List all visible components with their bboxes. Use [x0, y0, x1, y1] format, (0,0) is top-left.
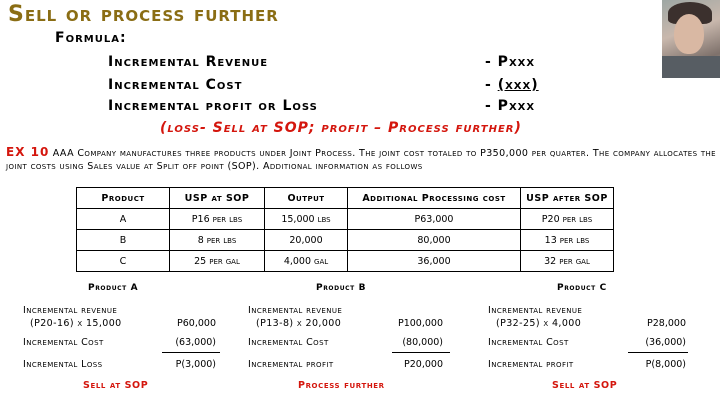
table-cell: P20 per lbs	[521, 209, 614, 230]
product-b-calc: (P13-8) x 20,000	[256, 318, 342, 329]
product-c-result-label: Incremental profit	[488, 359, 574, 370]
table-row	[77, 251, 614, 272]
th-product: Product	[77, 188, 170, 209]
product-b-cost: (80,000)	[402, 337, 443, 348]
product-a-revenue: P60,000	[177, 318, 216, 329]
product-b-cost-label: Incremental Cost	[248, 337, 329, 348]
table-cell: C	[77, 251, 170, 272]
formula-label: Formula:	[55, 30, 127, 46]
table-cell: P16 per lbs	[170, 209, 265, 230]
table-cell: 25 per gal	[170, 251, 265, 272]
table-row	[77, 230, 614, 251]
product-c-cost-label: Incremental Cost	[488, 337, 569, 348]
th-usp-sop: USP at SOP	[170, 188, 265, 209]
formula-profit-label: Incremental profit or Loss	[108, 98, 318, 114]
product-b-revenue: P100,000	[397, 318, 443, 329]
formula-cost-label: Incremental Cost	[108, 77, 243, 93]
product-c-decision: Sell at SOP	[552, 380, 618, 391]
decision-rule-note: (loss- Sell at SOP; profit – Process further)	[160, 120, 522, 136]
product-c-heading: Product C	[557, 283, 607, 293]
product-a-result-label: Incremental Loss	[23, 359, 103, 370]
product-b-heading: Product B	[316, 283, 367, 293]
product-b-result: P20,000	[404, 359, 443, 370]
product-a-cost: (63,000)	[175, 337, 216, 348]
example-text: AAA Company manufactures three products under Joint Process. The joint cost totaled to P350,000 per quarter. The company allocates the joint costs using Sales value at Split off point (SOP). Additional information as follows	[6, 148, 716, 172]
table-cell: 32 per gal	[521, 251, 614, 272]
table-cell: B	[77, 230, 170, 251]
table-cell: 13 per lbs	[521, 230, 614, 251]
product-a-result: P(3,000)	[175, 359, 216, 370]
presenter-webcam-image	[662, 0, 720, 78]
table-row	[77, 209, 614, 230]
table-cell: 4,000 gal	[265, 251, 348, 272]
product-c-total-rule	[628, 352, 688, 353]
product-a-revenue-label: Incremental revenue	[23, 305, 118, 316]
presenter-shirt	[662, 56, 720, 78]
table-cell: 15,000 lbs	[265, 209, 348, 230]
product-b-decision: Process further	[298, 380, 385, 391]
product-c-calc: (P32-25) x 4,000	[496, 318, 582, 329]
product-a-heading: Product A	[88, 283, 139, 293]
table-cell: 36,000	[348, 251, 521, 272]
example-tag: EX 10	[6, 145, 50, 159]
product-a-decision: Sell at SOP	[83, 380, 149, 391]
product-c-revenue-label: Incremental revenue	[488, 305, 583, 316]
formula-cost-value	[485, 77, 539, 93]
example-paragraph	[6, 146, 716, 173]
formula-cost-prefix: -	[485, 77, 498, 93]
table-header-row	[77, 188, 614, 209]
th-usp-after: USP after SOP	[521, 188, 614, 209]
table-cell: 20,000	[265, 230, 348, 251]
product-b-revenue-label: Incremental revenue	[248, 305, 343, 316]
table-cell: 80,000	[348, 230, 521, 251]
product-c-result: P(8,000)	[645, 359, 686, 370]
th-processing-cost: Additional Processing cost	[348, 188, 521, 209]
product-a-calc: (P20-16) x 15,000	[30, 318, 122, 329]
product-a-cost-label: Incremental Cost	[23, 337, 104, 348]
product-b-total-rule	[392, 352, 450, 353]
product-b-result-label: Incremental profit	[248, 359, 334, 370]
table-cell: 8 per lbs	[170, 230, 265, 251]
table-cell: A	[77, 209, 170, 230]
product-c-cost: (36,000)	[645, 337, 686, 348]
formula-profit-value: - Pxxx	[485, 98, 536, 114]
table-cell: P63,000	[348, 209, 521, 230]
formula-revenue-value: - Pxxx	[485, 54, 536, 70]
product-data-table	[76, 187, 614, 272]
product-a-total-rule	[162, 352, 220, 353]
th-output: Output	[265, 188, 348, 209]
presenter-face	[674, 14, 704, 54]
formula-cost-underlined: (xxx)	[497, 77, 539, 93]
product-c-revenue: P28,000	[647, 318, 686, 329]
slide-title: Sell or process further	[8, 2, 279, 27]
formula-revenue-label: Incremental Revenue	[108, 54, 269, 70]
